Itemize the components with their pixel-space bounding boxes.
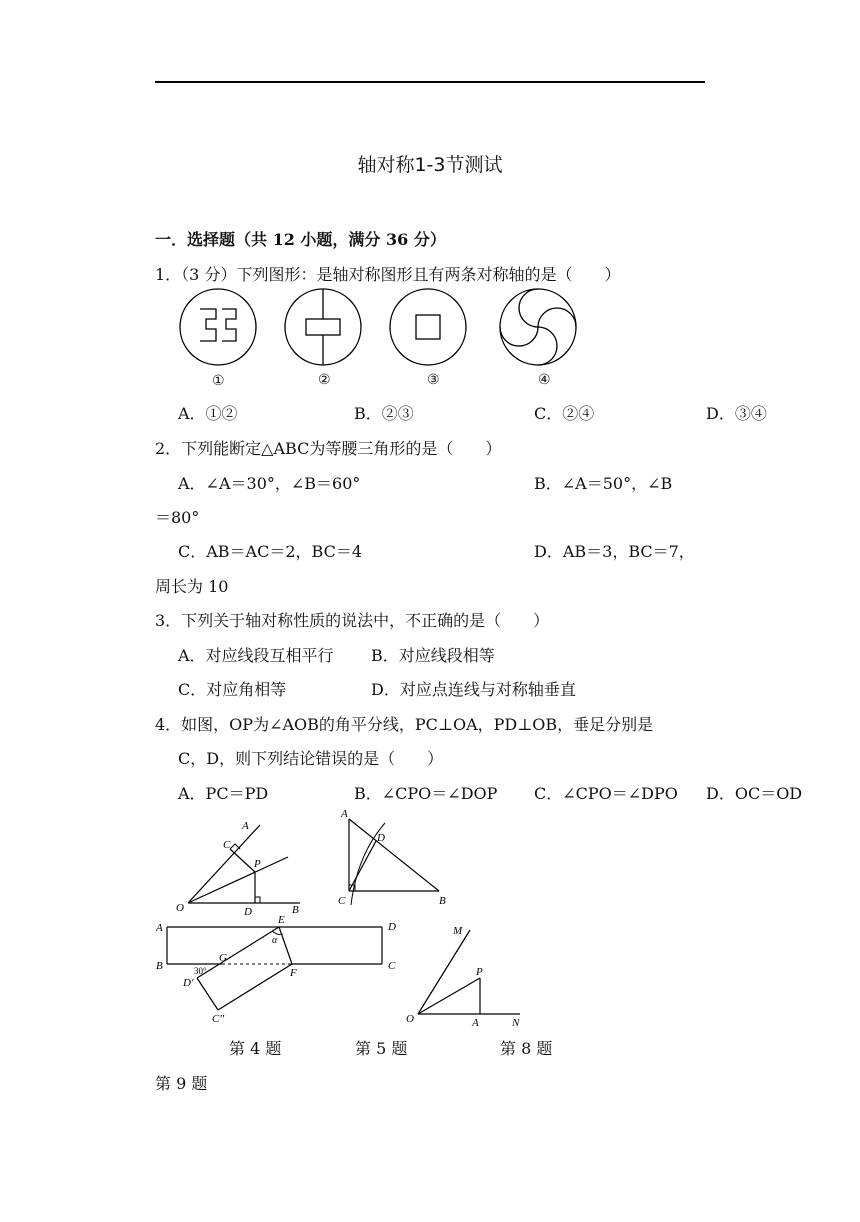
figure-q4 xyxy=(170,815,315,920)
q4-stem-line2: C，D，则下列结论错误的是（ ） xyxy=(178,749,444,768)
q2-option-d-cont: 周长为 10 xyxy=(155,577,229,596)
fig5-label-c: C xyxy=(338,895,346,907)
fig9-label-f: F xyxy=(290,967,297,979)
caption-q8: 第 8 题 xyxy=(500,1039,553,1058)
q1-option-a: A．①② xyxy=(178,404,238,423)
q3-option-d: D．对应点连线与对称轴垂直 xyxy=(371,680,576,699)
fig4-label-d: D xyxy=(244,906,252,918)
q1-option-d: D．③④ xyxy=(706,404,767,423)
q4-stem-line1: 4．如图，OP为∠AOB的角平分线，PC⊥OA，PD⊥OB，垂足分别是 xyxy=(155,715,654,734)
fig5-label-d: D xyxy=(377,832,385,844)
fig9-label-e: E xyxy=(278,914,285,926)
q1-option-c: C．②④ xyxy=(534,404,595,423)
q3-stem: 3．下列关于轴对称性质的说法中，不正确的是（ ） xyxy=(155,611,550,630)
q4-option-c: C．∠CPO＝∠DPO xyxy=(534,784,678,803)
q1-fig-label-3: ③ xyxy=(427,372,440,388)
fig4-label-a: A xyxy=(242,820,249,832)
q3-option-c: C．对应角相等 xyxy=(178,680,287,699)
q2-stem: 2．下列能断定△ABC为等腰三角形的是（ ） xyxy=(155,439,502,458)
fig4-label-p: P xyxy=(254,858,261,870)
fig9-label-d-prime: D' xyxy=(183,977,194,989)
fig8-label-n: N xyxy=(512,1017,520,1029)
fig9-label-b: B xyxy=(156,960,163,972)
q1-figures xyxy=(170,285,590,375)
figure-q9 xyxy=(152,912,407,1027)
fig8-label-m: M xyxy=(453,925,463,937)
q1-fig-label-2: ② xyxy=(318,372,331,388)
fig4-label-b: B xyxy=(292,904,299,916)
fig9-label-a: A xyxy=(156,922,163,934)
q2-option-b-cont: ＝80° xyxy=(155,508,200,527)
q2-option-c: C．AB＝AC＝2，BC＝4 xyxy=(178,542,363,561)
fig8-label-o: O xyxy=(406,1013,414,1025)
fig5-label-b: B xyxy=(439,895,446,907)
fig9-label-c: C xyxy=(388,960,396,972)
q2-option-a: A．∠A＝30°，∠B＝60° xyxy=(178,474,361,493)
q3-option-a: A．对应线段互相平行 xyxy=(178,646,334,665)
q4-option-d: D．OC＝OD xyxy=(706,784,803,803)
q3-option-b: B．对应线段相等 xyxy=(371,646,495,665)
fig9-angle-30: 30° xyxy=(194,966,207,976)
q4-option-b: B．∠CPO＝∠DOP xyxy=(354,784,498,803)
fig9-label-c-double-prime: C'' xyxy=(212,1013,225,1025)
figure-q5 xyxy=(335,805,455,915)
caption-q4: 第 4 题 xyxy=(229,1039,282,1058)
fig9-label-g: G xyxy=(219,952,227,964)
q1-fig-label-1: ① xyxy=(212,373,225,389)
q1-option-b: B．②③ xyxy=(354,404,414,423)
caption-q5: 第 5 题 xyxy=(355,1039,408,1058)
fig9-angle-alpha: α xyxy=(272,935,278,946)
fig5-label-a: A xyxy=(341,808,348,820)
section-heading: 一．选择题（共 12 小题，满分 36 分） xyxy=(155,230,446,249)
fig4-label-c: C xyxy=(223,839,231,851)
caption-q9: 第 9 题 xyxy=(155,1074,208,1093)
page-title: 轴对称1-3节测试 xyxy=(357,154,503,176)
fig9-label-d: D xyxy=(388,921,396,933)
fig8-label-a: A xyxy=(472,1017,479,1029)
q1-stem: 1．（3 分）下列图形：是轴对称图形且有两条对称轴的是（ ） xyxy=(155,265,621,284)
fig4-label-o: O xyxy=(176,902,184,914)
header-rule xyxy=(155,81,705,83)
fig8-label-p: P xyxy=(476,966,483,978)
q4-option-a: A．PC＝PD xyxy=(178,784,269,803)
figure-q8 xyxy=(402,920,532,1030)
q1-fig-label-4: ④ xyxy=(538,372,551,388)
q2-option-b: B．∠A＝50°，∠B xyxy=(534,474,673,493)
q2-option-d: D．AB＝3，BC＝7， xyxy=(534,542,695,561)
